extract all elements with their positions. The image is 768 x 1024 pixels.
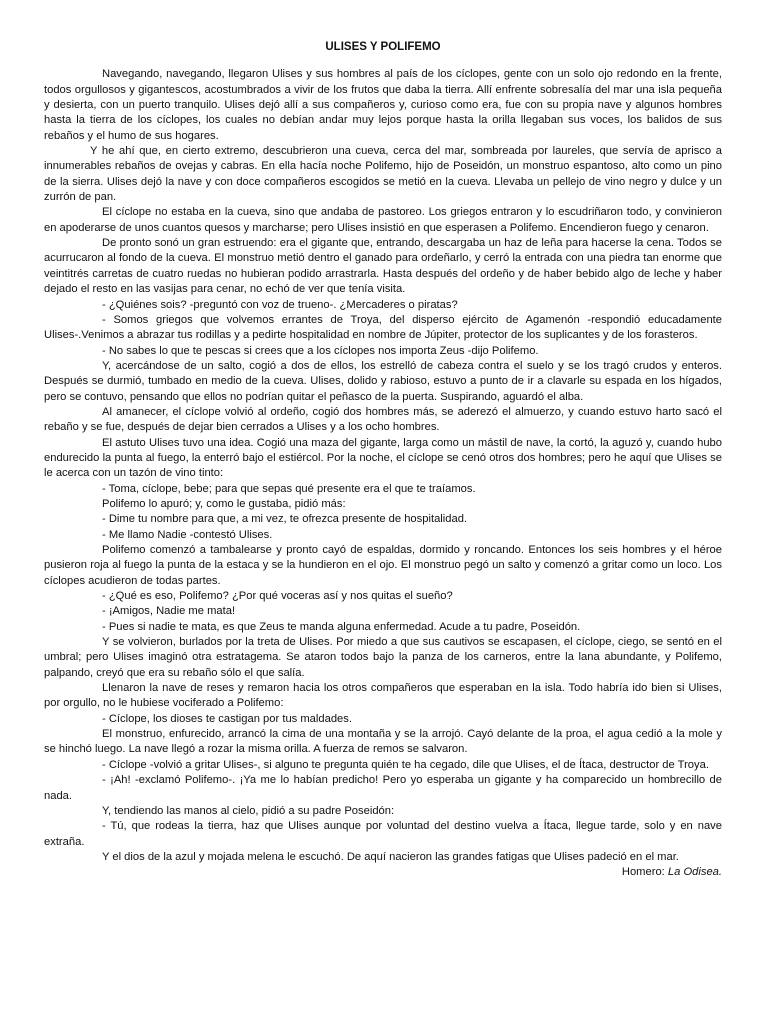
- dialogue-line: - Cíclope -volvió a gritar Ulises-, si alguno te pregunta quién te ha cegado, dile que Ulises, el de Ítaca, destructor de Troya.: [102, 758, 709, 771]
- document-title: ULISES Y POLIFEMO: [325, 41, 441, 53]
- dialogue-line: - ¿Qué es eso, Polifemo? ¿Por qué voceras así y nos quitas el sueño?: [102, 590, 453, 603]
- paragraph: Y, tendiendo las manos al cielo, pidió a su padre Poseidón:: [102, 804, 395, 817]
- paragraph: Y he ahí que, en cierto extremo, descubrieron una cueva, cerca del mar, sombreada por laureles, que servía de aprisco a innumerables rebaños de ovejas y cabras. En ella hacía noche Polifemo, hijo de Poseidón, un monstruo espantoso, alto como un pino de la sierra. Ulises dejó la nave y con doce compañeros escogidos se metió en la cueva. Llevaba un pellejo de vino negro y dulce y un zurrón de pan.: [44, 145, 722, 204]
- dialogue-line: - Tú, que rodeas la tierra, haz que Ulises aunque por voluntad del destino vuelva a Ítaca, llegue tarde, solo y en nave extraña.: [44, 820, 722, 848]
- dialogue-line: - Toma, cíclope, bebe; para que sepas qué presente era el que te traíamos.: [102, 482, 476, 495]
- dialogue-line: - Me llamo Nadie -contestó Ulises.: [102, 528, 273, 541]
- paragraph: El cíclope no estaba en la cueva, sino que andaba de pastoreo. Los griegos entraron y lo escudriñaron todo, y convinieron en apoderarse de unos cuantos quesos y marcharse; pero Ulises insistió en que esperasen a Polifemo. Encendieron fuego y cenaron.: [44, 206, 722, 234]
- paragraph: El monstruo, enfurecido, arrancó la cima de una montaña y se la arrojó. Cayó delante de la proa, el agua cedió a la mole y se hinchó luego. La nave llegó a rozar la misma orilla. A fuerza de remos se salvaron.: [44, 728, 722, 756]
- dialogue-line: - ¡Ah! -exclamó Polifemo-. ¡Ya me lo habían predicho! Pero yo esperaba un gigante y ha comparecido un hombrecillo de nada.: [44, 774, 722, 802]
- paragraph: Polifemo comenzó a tambalearse y pronto cayó de espaldas, dormido y roncando. Entonces los seis hombres y el héroe pusieron roja al fuego la punta de la estaca y se la hundieron en el ojo. El monstruo pegó un salto y comenzó a gritar como un loco. Los cíclopes acudieron de todas partes.: [44, 544, 722, 587]
- dialogue-line: Polifemo lo apuró; y, como le gustaba, pidió más:: [102, 497, 346, 510]
- paragraph: El astuto Ulises tuvo una idea. Cogió una maza del gigante, larga como un mástil de nave, la cortó, la aguzó y, cuando hubo endurecido la punta al fuego, la enterró bajo el estiércol. Por la noche, el cíclope se cenó otros dos hombres; pero he aquí que Ulises se le acerca con un tazón de vino tinto:: [44, 436, 722, 480]
- dialogue-line: - Dime tu nombre para que, a mi vez, te ofrezca presente de hospitalidad.: [102, 513, 468, 526]
- attribution-author: Homero:: [621, 866, 668, 879]
- dialogue-line: - ¡Amigos, Nadie me mata!: [102, 605, 236, 618]
- dialogue-line: - Cíclope, los dioses te castigan por tus maldades.: [102, 712, 352, 725]
- dialogue-line: - Somos griegos que volvemos errantes de Troya, del disperso ejército de Agamenón -respondió educadamente Ulises-.Venimos a abrazar tus rodillas y a pedirte hospitalidad en nombre de Júpiter, protector de los suplicantes y de los forasteros.: [44, 313, 722, 342]
- dialogue-line: - Pues si nadie te mata, es que Zeus te manda alguna enfermedad. Acude a tu padre, Poseidón.: [102, 620, 581, 633]
- paragraph: Y el dios de la azul y mojada melena le escuchó. De aquí nacieron las grandes fatigas que Ulises padeció en el mar.: [102, 850, 679, 863]
- attribution-work: La Odisea.: [667, 866, 722, 879]
- paragraph: Navegando, navegando, llegaron Ulises y sus hombres al país de los cíclopes, gente con un solo ojo redondo en la frente, todos orgullosos y gigantescos, acostumbrados a vivir de los frutos que daba la tierra. Allí enfrente sobresalía del mar una isla pequeña y desierta, con un puerto tranquilo. Ulises dejó allí a sus compañeros y, curioso como era, fue con su propia nave y algunos hombres hasta la tierra de los cíclopes, los cuales no debían andar muy lejos porque hasta la orilla llegaban sus voces, los balidos de sus rebaños y el humo de sus hogares.: [44, 68, 722, 142]
- attribution: [44, 865, 722, 880]
- dialogue-line: - No sabes lo que te pescas si crees que a los cíclopes nos importa Zeus -dijo Polifemo.: [102, 344, 539, 357]
- paragraph: Llenaron la nave de reses y remaron hacia los otros compañeros que esperaban en la isla. Todo habría ido bien si Ulises, por orgullo, no le hubiese vociferado a Polifemo:: [44, 682, 722, 710]
- paragraph: Y, acercándose de un salto, cogió a dos de ellos, los estrelló de cabeza contra el suelo y se los tragó crudos y enteros. Después se durmió, tumbado en medio de la cueva. Ulises, dolido y rabioso, estuvo a punto de ir a clavarle su espada en los hígados, pero se contuvo, pensando que ellos no podrían quitar el peñasco de la puerta. Suspirando, aguardó el alba.: [44, 359, 722, 403]
- paragraph: De pronto sonó un gran estruendo: era el gigante que, entrando, descargaba un haz de leña para hacerse la cena. Todos se acurrucaron al fondo de la cueva. El monstruo metió dentro el ganado para ordeñarlo, y cerró la entrada con una piedra tan enorme que veintitrés carretas de cuatro ruedas no hubieran podido arrastrarla. Hasta después del ordeño y de haber bebido algo de leche y haber dejado el resto en las vasijas para cenar, no echó de ver que tenía visita.: [44, 237, 722, 296]
- paragraph: Al amanecer, el cíclope volvió al ordeño, cogió dos hombres más, se aderezó el almuerzo, y cuando estuvo harto sacó el rebaño y se fue, después de dejar bien cerrados a Ulises y a los ocho hombres.: [44, 405, 722, 434]
- paragraph: Y se volvieron, burlados por la treta de Ulises. Por miedo a que sus cautivos se escapasen, el cíclope, ciego, se sentó en el umbral; pero Ulises imaginó otra estratagema. Se ataron todos bajo la panza de los carneros, entre la lana abundante, y Polifemo, palpando, creyó que era su rebaño sólo el que salía.: [44, 636, 722, 679]
- document-page: [44, 40, 722, 881]
- dialogue-line: - ¿Quiénes sois? -preguntó con voz de trueno-. ¿Mercaderes o piratas?: [102, 298, 458, 311]
